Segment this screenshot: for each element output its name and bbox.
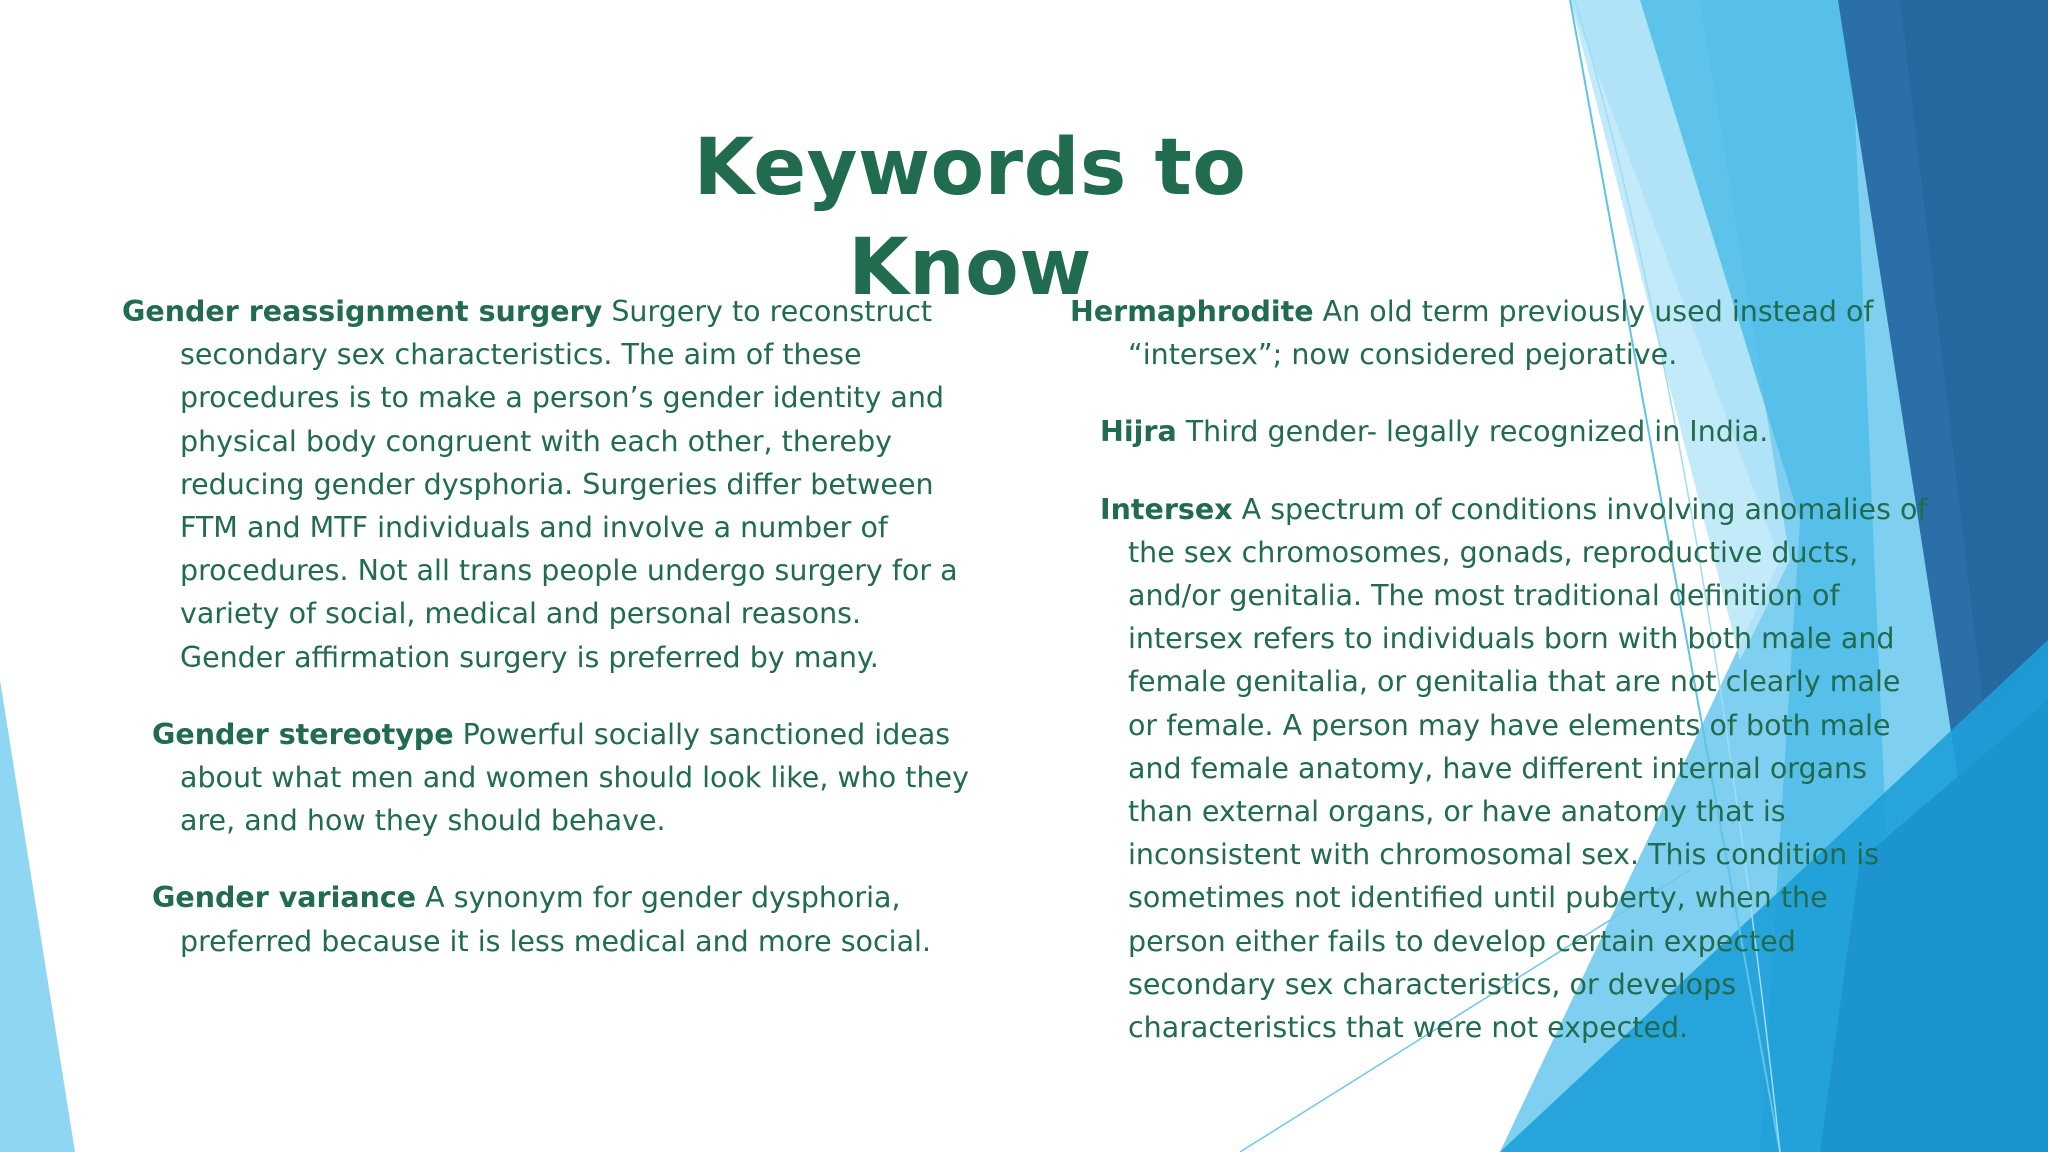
- term-label: Gender variance: [152, 881, 417, 915]
- term-label: Intersex: [1100, 492, 1233, 526]
- term-label: Hermaphrodite: [1070, 295, 1314, 328]
- definition-gender-variance: [152, 876, 972, 962]
- term-label: Hijra: [1100, 415, 1177, 449]
- slide-title: Keywords to Know: [693, 123, 1247, 313]
- definition-text: An old term previously used instead of “intersex”; now considered pejorative.: [1128, 295, 1874, 372]
- left-accent-shape: [0, 680, 75, 1152]
- definition-text: Surgery to reconstruct secondary sex characteristics. The aim of these procedures is to make a person’s gender identity and physical body congruent with each other, thereby reducing gender dysphoria. Surgeries differ between FTM and MTF individuals and involve a number of procedures. Not all trans people undergo surgery for a variety of social, medical and personal reasons. Gender affirmation surgery is preferred by many.: [180, 295, 958, 674]
- definition-hijra: [1100, 410, 1930, 453]
- definition-text: Third gender- legally recognized in India.: [1176, 415, 1769, 449]
- definition-intersex: [1100, 488, 1930, 1050]
- term-label: Gender reassignment surgery: [122, 295, 603, 328]
- definition-gender-stereotype: [152, 713, 972, 843]
- definition-gender-reassignment-surgery: [122, 290, 972, 679]
- left-definitions-column: [122, 290, 972, 997]
- definition-hermaphrodite: [1070, 290, 1930, 376]
- definition-text: A spectrum of conditions involving anomalies of the sex chromosomes, gonads, reproductive ducts, and/or genitalia. The most traditional definition of intersex refers to individuals born with both male and female genitalia, or genitalia that are not clearly male or female. A person may have elements of both male and female anatomy, have different internal organs than external organs, or have anatomy that is inconsistent with chromosomal sex. This condition is sometimes not identified until puberty, when the person either fails to develop certain expected secondary sex characteristics, or develops characteristics that were not expected.: [1128, 492, 1928, 1045]
- definition-text: Powerful socially sanctioned ideas about what men and women should look like, who they are, and how they should behave.: [180, 717, 969, 838]
- definition-text: A synonym for gender dysphoria, preferred because it is less medical and more social.: [180, 881, 932, 958]
- right-definitions-column: [1070, 290, 1930, 1083]
- term-label: Gender stereotype: [152, 717, 454, 751]
